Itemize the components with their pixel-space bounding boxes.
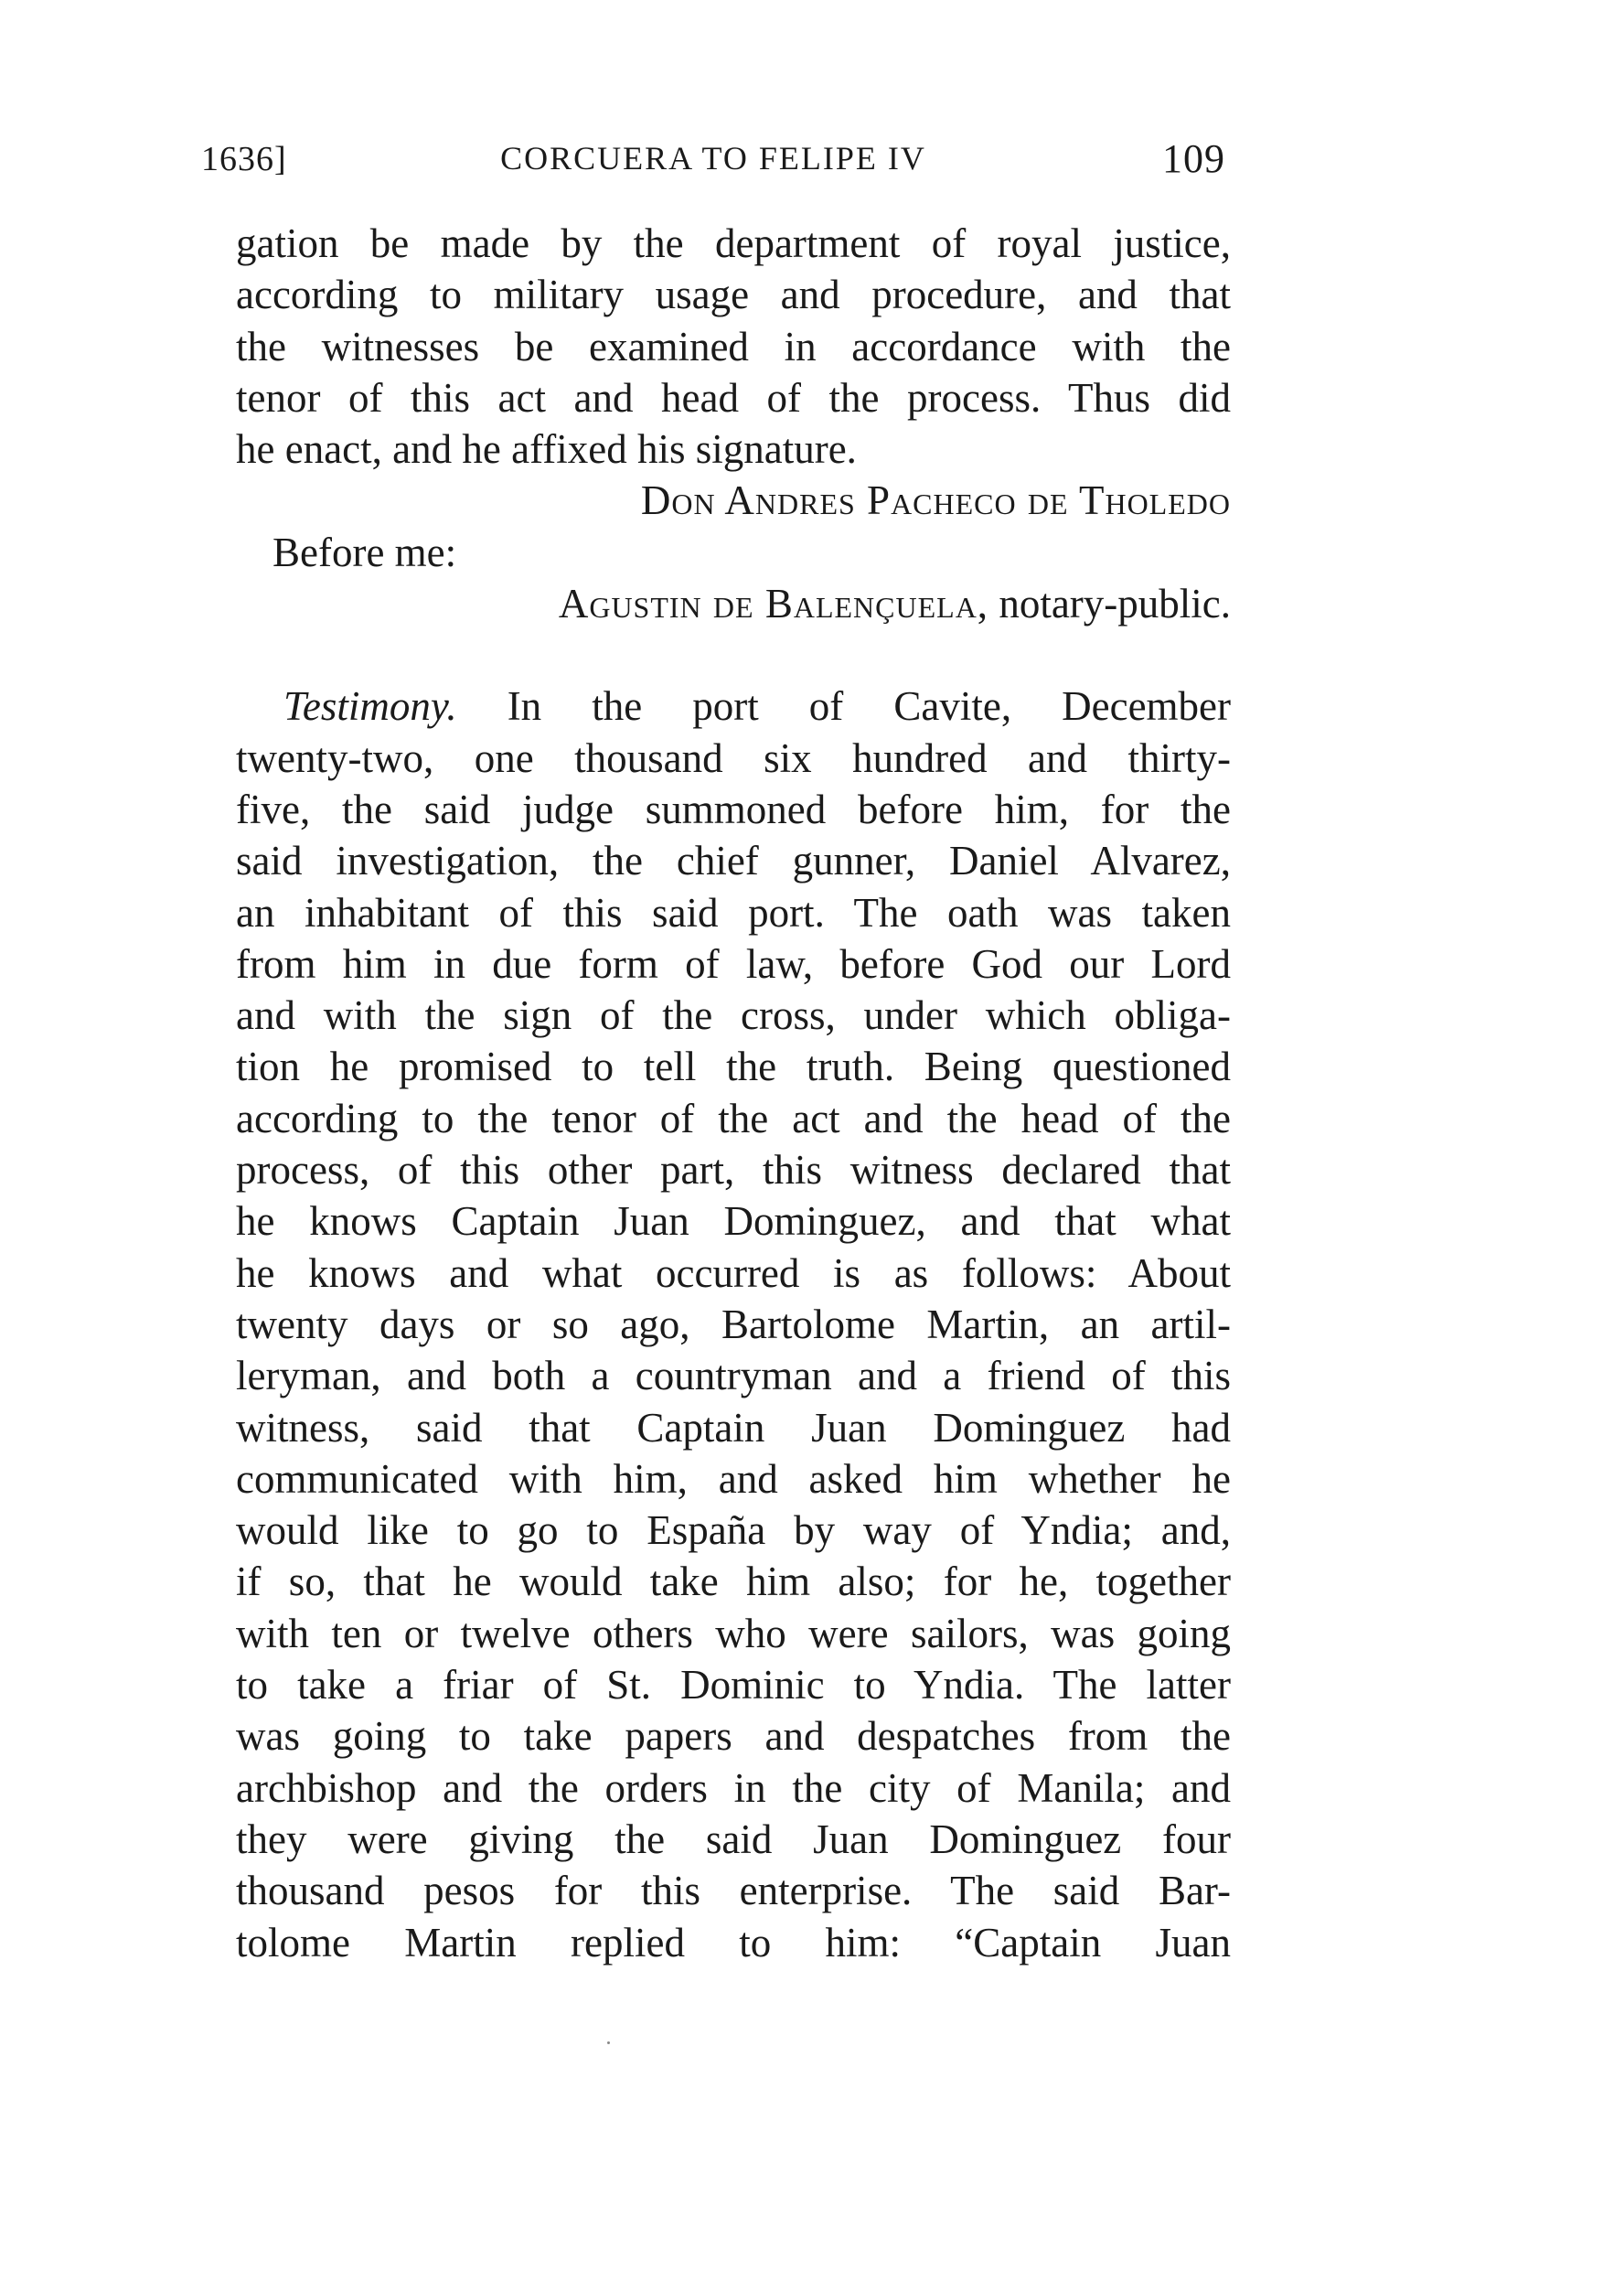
- act-line: he enact, and he affixed his signature.: [236, 426, 857, 473]
- stray-ink-mark: [607, 2041, 610, 2044]
- body-text: [236, 218, 1231, 1968]
- act-paragraph: [236, 218, 1231, 475]
- testimony-line: twenty-two, one thousand six hundred and thirty-: [236, 734, 1231, 781]
- testimony-line: according to the tenor of the act and the head of the: [236, 1095, 1231, 1141]
- testimony-line: process, of this other part, this witness declared that: [236, 1147, 1231, 1194]
- testimony-line: with ten or twelve others who were sailors, was going: [236, 1610, 1231, 1656]
- notary-title: notary-public.: [999, 581, 1231, 627]
- act-line: tenor of this act and head of the process. Thus did: [236, 374, 1231, 421]
- header-title: CORCUERA TO FELIPE IV: [500, 140, 926, 177]
- testimony-line: five, the said judge summoned before him, for the: [236, 786, 1231, 832]
- testimony-line: an inhabitant of this said port. The oath was taken: [236, 889, 1231, 936]
- testimony-line: leryman, and both a countryman and a friend of this: [236, 1353, 1231, 1399]
- testimony-first-line-text: In the port of Cavite, December: [507, 683, 1232, 730]
- testimony-line: archbishop and the orders in the city of Manila; and: [236, 1764, 1231, 1811]
- testimony-line: he knows Captain Juan Dominguez, and that what: [236, 1198, 1231, 1245]
- signatory-name: Don Andres Pacheco de Tholedo: [640, 477, 1231, 524]
- testimony-label: Testimony.: [283, 683, 457, 730]
- testimony-line: would like to go to España by way of Yndia; and,: [236, 1507, 1231, 1554]
- testimony-line: twenty days or so ago, Bartolome Martin, an artil-: [236, 1301, 1231, 1347]
- testimony-first-line: [236, 680, 1231, 732]
- notary-signature: [236, 578, 1231, 629]
- testimony-line: to take a friar of St. Dominic to Yndia. The latter: [236, 1662, 1231, 1709]
- testimony-paragraph: [236, 680, 1231, 1967]
- before-me: Before me:: [272, 529, 457, 575]
- testimony-line: tolome Martin replied to him: “Captain Juan: [236, 1919, 1231, 1966]
- testimony-line: was going to take papers and despatches from the: [236, 1713, 1231, 1760]
- act-line: according to military usage and procedure, and that: [236, 272, 1231, 318]
- act-line: the witnesses be examined in accordance with the: [236, 323, 1231, 370]
- testimony-line: if so, that he would take him also; for he, together: [236, 1559, 1231, 1605]
- testimony-line: said investigation, the chief gunner, Daniel Alvarez,: [236, 838, 1231, 884]
- testimony-line: witness, said that Captain Juan Dominguez had: [236, 1404, 1231, 1451]
- paragraph-gap: [236, 629, 1231, 680]
- testimony-line: and with the sign of the cross, under which obliga-: [236, 992, 1231, 1039]
- notary-name: Agustin de Balençuela,: [558, 581, 989, 627]
- testimony-line: from him in due form of law, before God our Lord: [236, 940, 1231, 987]
- page-number: 109: [1162, 136, 1225, 181]
- testimony-line: they were giving the said Juan Dominguez four: [236, 1816, 1231, 1862]
- testimony-line: thousand pesos for this enterprise. The said Bar-: [236, 1868, 1231, 1914]
- act-line: gation be made by the department of royal justice,: [236, 220, 1231, 266]
- testimony-line: he knows and what occurred is as follows: About: [236, 1249, 1231, 1296]
- header-year: 1636]: [201, 140, 287, 178]
- testimony-line: communicated with him, and asked him whether he: [236, 1455, 1231, 1502]
- running-head: [201, 135, 1225, 187]
- testimony-line: tion he promised to tell the truth. Being questioned: [236, 1044, 1231, 1090]
- signatory: [236, 475, 1231, 526]
